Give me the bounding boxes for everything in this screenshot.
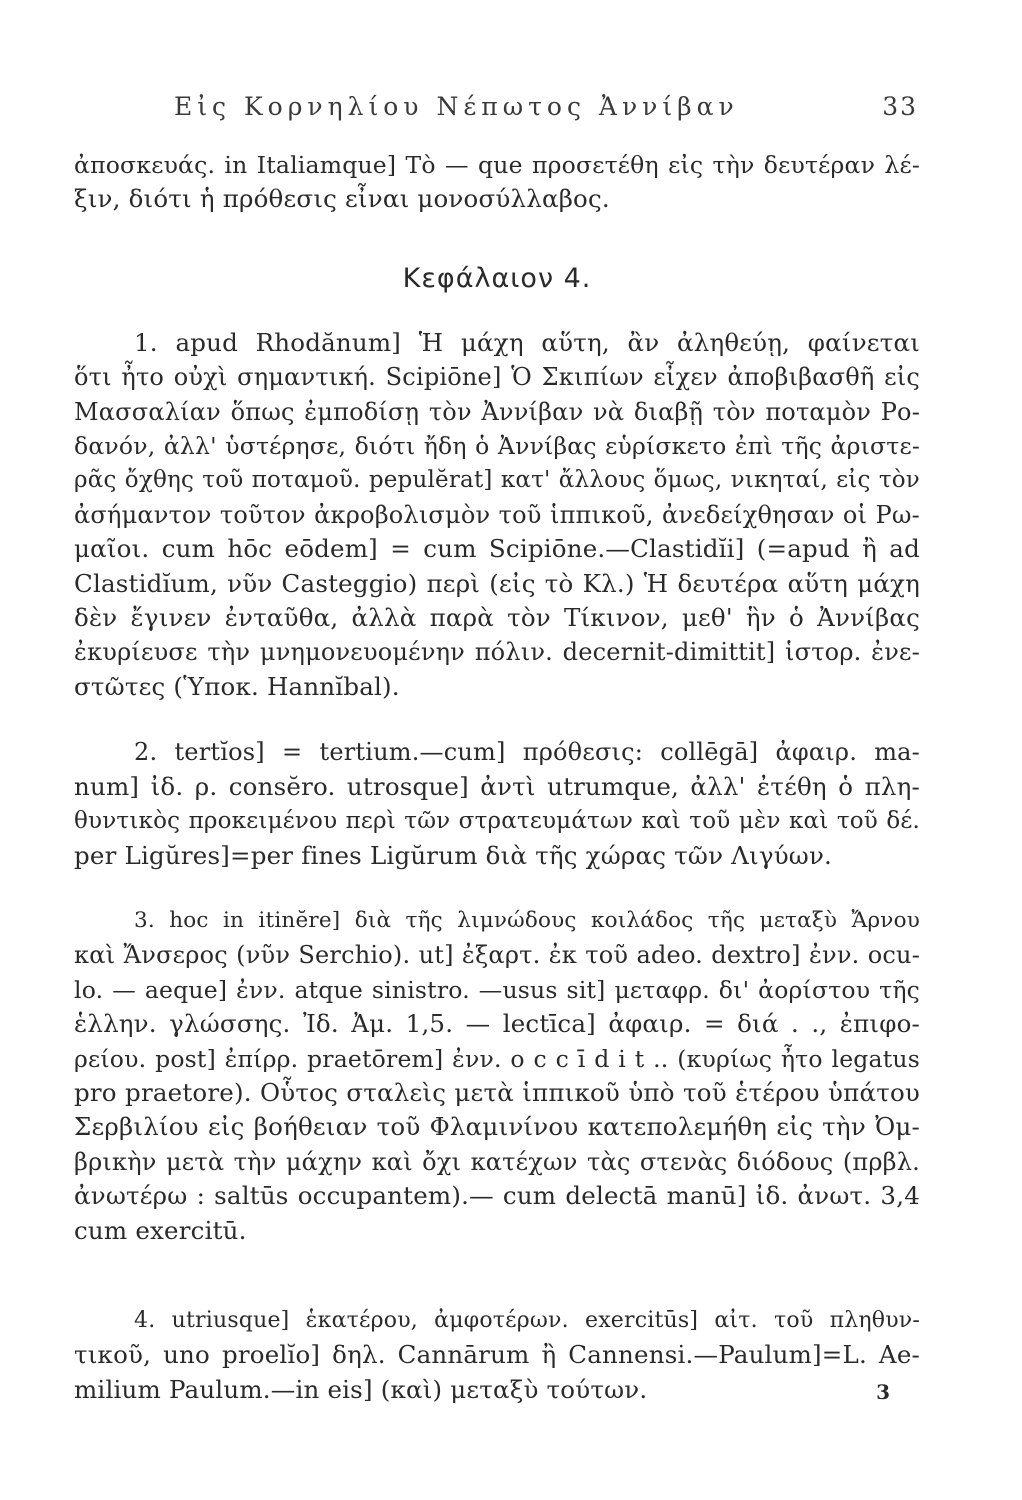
paragraph-gap <box>74 1248 920 1304</box>
paragraph-gap <box>74 704 920 735</box>
text-line: ἀποσκευάς. in Italiamque] Τὸ — que προσετέθη εἰς τὴν δευτέραν λέ- <box>74 151 920 179</box>
text-line: Clastidĭum, νῦν Casteggio) περὶ (εἰς τὸ Κλ.) Ἡ δευτέρα αὕτη μάχη <box>74 568 920 598</box>
text-line: τικοῦ, uno proelĭo] δηλ. Cannārum ἢ Cannensi.—Paulum]=L. Ae- <box>74 1340 920 1370</box>
text-line: ξιν, διότι ἡ πρόθεσις εἶναι μονοσύλλαβος. <box>74 184 610 214</box>
text-line: ρᾶς ὄχθης τοῦ ποταμοῦ. pepulĕrat] κατ' ἄλλους ὅμως, νικηταί, εἰς τὸν <box>74 467 920 494</box>
page-number: 33 <box>882 92 918 121</box>
text-line: δὲν ἔγινεν ἐνταῦθα, ἀλλὰ παρὰ τὸν Τίκινον, μεθ' ἣν ὁ Ἀννίβας <box>74 603 920 633</box>
running-head <box>174 92 918 121</box>
chapter-heading: Κεφάλαιον 4. <box>402 262 592 294</box>
text-line: 4. utriusque] ἑκατέρου, ἀμφοτέρων. exercitūs] αἰτ. τοῦ πληθυν- <box>134 1307 920 1333</box>
text-line: milium Paulum.—in eis] (καὶ) μεταξὺ τούτων. <box>74 1374 648 1404</box>
text-line: θυντικὸς προκειμένου περὶ τῶν στρατευμάτων καὶ τοῦ μὲν καὶ τοῦ δέ. <box>74 808 920 835</box>
text-line: στῶτες (Ὑποκ. Hannĭbal). <box>74 671 400 701</box>
text-line: per Ligŭres]=per fines Ligŭrum διὰ τῆς χώρας τῶν Λιγύων. <box>74 840 833 870</box>
paragraph-gap <box>74 873 920 904</box>
text-line: cum exercitū. <box>74 1215 247 1245</box>
text-line: ὅτι ἦτο οὐχὶ σημαντική. Scipiōne] Ὁ Σκιπίων εἶχεν ἀποβιβασθῆ εἰς <box>74 363 920 392</box>
text-line: καὶ Ἄνσερος (νῦν Serchio). ut] ἐξαρτ. ἐκ τοῦ adeo. dextro] ἐνν. ocu- <box>74 941 920 970</box>
running-title: Εἰς Κορνηλίου Νέπωτος Ἀννίβαν <box>174 92 739 121</box>
text-line: Μασσαλίαν ὅπως ἐμποδίσῃ τὸν Ἀννίβαν νὰ διαβῇ τὸν ποταμὸν Ρο- <box>74 397 920 426</box>
text-line: ἀνωτέρω : saltūs occupantem).— cum delectā manū] ἰδ. ἀνωτ. 3,4 <box>74 1181 920 1211</box>
text-line: μαῖοι. cum hōc eōdem] = cum Scipiōne.—Clastidĭi] (=apud ἢ ad <box>74 534 920 564</box>
text-line: num] ἰδ. ρ. consĕro. utrosque] ἀντὶ utrumque, ἀλλ' ἐτέθη ὁ πλη- <box>74 771 920 801</box>
text-line: pro praetore). Οὗτος σταλεὶς μετὰ ἱππικοῦ ὑπὸ τοῦ ἑτέρου ὑπάτου <box>74 1077 920 1107</box>
text-line: δανόν, ἀλλ' ὑστέρησε, διότι ἤδη ὁ Ἀννίβας εὑρίσκετο ἐπὶ τῆς ἀριστε- <box>74 432 920 461</box>
text-line: βρικὴν μετὰ τὴν μάχην καὶ ὄχι κατέχων τὰς στενὰς διόδους (πρβλ. <box>74 1147 920 1176</box>
text-line: 1. apud Rhodănum] Ἡ μάχη αὕτη, ἂν ἀληθεύῃ, φαίνεται <box>134 327 920 357</box>
text-line: 3. hoc in itinĕre] διὰ τῆς λιμνώδους κοιλάδος τῆς μεταξὺ Ἄρνου <box>134 907 920 933</box>
page-body <box>74 148 920 1407</box>
text-line: ἐκυρίευσε τὴν μνημονευομένην πόλιν. decernit-dimittit] ἱστορ. ἐνε- <box>74 638 920 667</box>
text-line: ἀσήμαντον τοῦτον ἀκροβολισμὸν τοῦ ἱππικοῦ, ἀνεδείχθησαν οἱ Ρω- <box>74 500 920 529</box>
signature-mark: 3 <box>876 1380 890 1404</box>
text-line: ἑλλην. γλώσσης. Ἰδ. Ἀμ. 1,5. — lectīca] ἀφαιρ. = διά . ., ἐπιφο- <box>74 1009 920 1039</box>
text-line: 2. tertĭos] = tertium.—cum] πρόθεσις: collēgā] ἀφαιρ. ma- <box>134 738 920 767</box>
text-line: lo. — aeque] ἐνν. atque sinistro. —usus sit] μεταφρ. δι' ἀορίστου τῆς <box>74 975 920 1004</box>
text-line: Σερβιλίου εἰς βοήθειαν τοῦ Φλαμινίνου κατεπολεμήθη εἰς τὴν Ὀμ- <box>74 1112 920 1142</box>
text-line: ρείου. post] ἐπίρρ. praetōrem] ἐνν. o c c ī d i t .. (κυρίως ἦτο legatus <box>74 1044 920 1073</box>
